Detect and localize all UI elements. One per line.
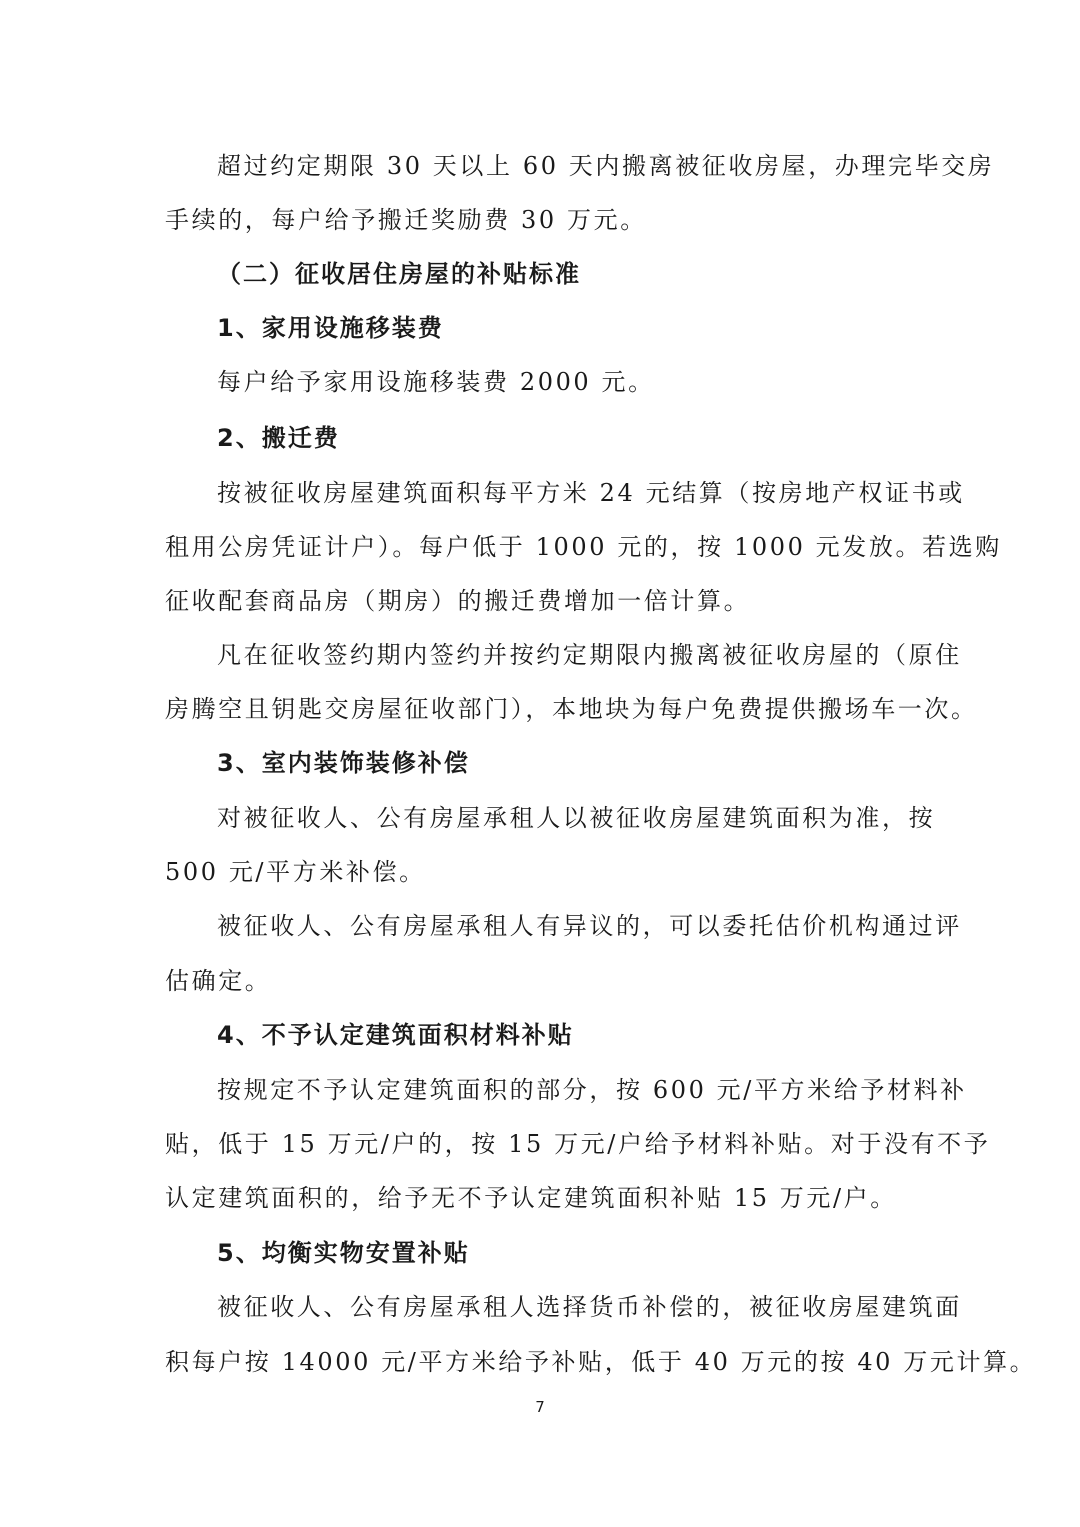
paragraph-line: 500 元/平方米补偿。: [165, 858, 426, 886]
subsection-heading: 5、均衡实物安置补贴: [217, 1239, 470, 1267]
paragraph-line: 认定建筑面积的，给予无不予认定建筑面积补贴 15 万元/户。: [165, 1184, 897, 1212]
paragraph-line: 对被征收人、公有房屋承租人以被征收房屋建筑面积为准，按: [217, 804, 936, 832]
paragraph-line: 凡在征收签约期内签约并按约定期限内搬离被征收房屋的（原住: [217, 641, 962, 669]
paragraph-line: 被征收人、公有房屋承租人有异议的，可以委托估价机构通过评: [217, 912, 962, 940]
subsection-heading: 2、搬迁费: [217, 424, 340, 452]
section-heading: （二）征收居住房屋的补贴标准: [217, 260, 581, 288]
paragraph-line: 贴，低于 15 万元/户的，按 15 万元/户给予材料补贴。对于没有不予: [165, 1130, 991, 1158]
paragraph-line: 估确定。: [165, 967, 272, 995]
subsection-heading: 3、室内装饰装修补偿: [217, 749, 470, 777]
paragraph-line: 按被征收房屋建筑面积每平方米 24 元结算（按房地产权证书或: [217, 479, 965, 507]
paragraph-line: 房腾空且钥匙交房屋征收部门），本地块为每户免费提供搬场车一次。: [165, 695, 978, 723]
paragraph-line: 超过约定期限 30 天以上 60 天内搬离被征收房屋，办理完毕交房: [217, 152, 995, 180]
paragraph-line: 被征收人、公有房屋承租人选择货币补偿的，被征收房屋建筑面: [217, 1293, 962, 1321]
paragraph-line: 按规定不予认定建筑面积的部分，按 600 元/平方米给予材料补: [217, 1076, 967, 1104]
paragraph-line: 每户给予家用设施移装费 2000 元。: [217, 368, 655, 396]
paragraph-line: 征收配套商品房（期房）的搬迁费增加一倍计算。: [165, 587, 751, 615]
paragraph-line: 手续的，每户给予搬迁奖励费 30 万元。: [165, 206, 647, 234]
paragraph-line: 租用公房凭证计户）。每户低于 1000 元的，按 1000 元发放。若选购: [165, 533, 1002, 561]
page-number: 7: [535, 1398, 545, 1416]
subsection-heading: 4、不予认定建筑面积材料补贴: [217, 1021, 574, 1049]
paragraph-line: 积每户按 14000 元/平方米给予补贴，低于 40 万元的按 40 万元计算。: [165, 1348, 1037, 1376]
subsection-heading: 1、家用设施移装费: [217, 314, 444, 342]
